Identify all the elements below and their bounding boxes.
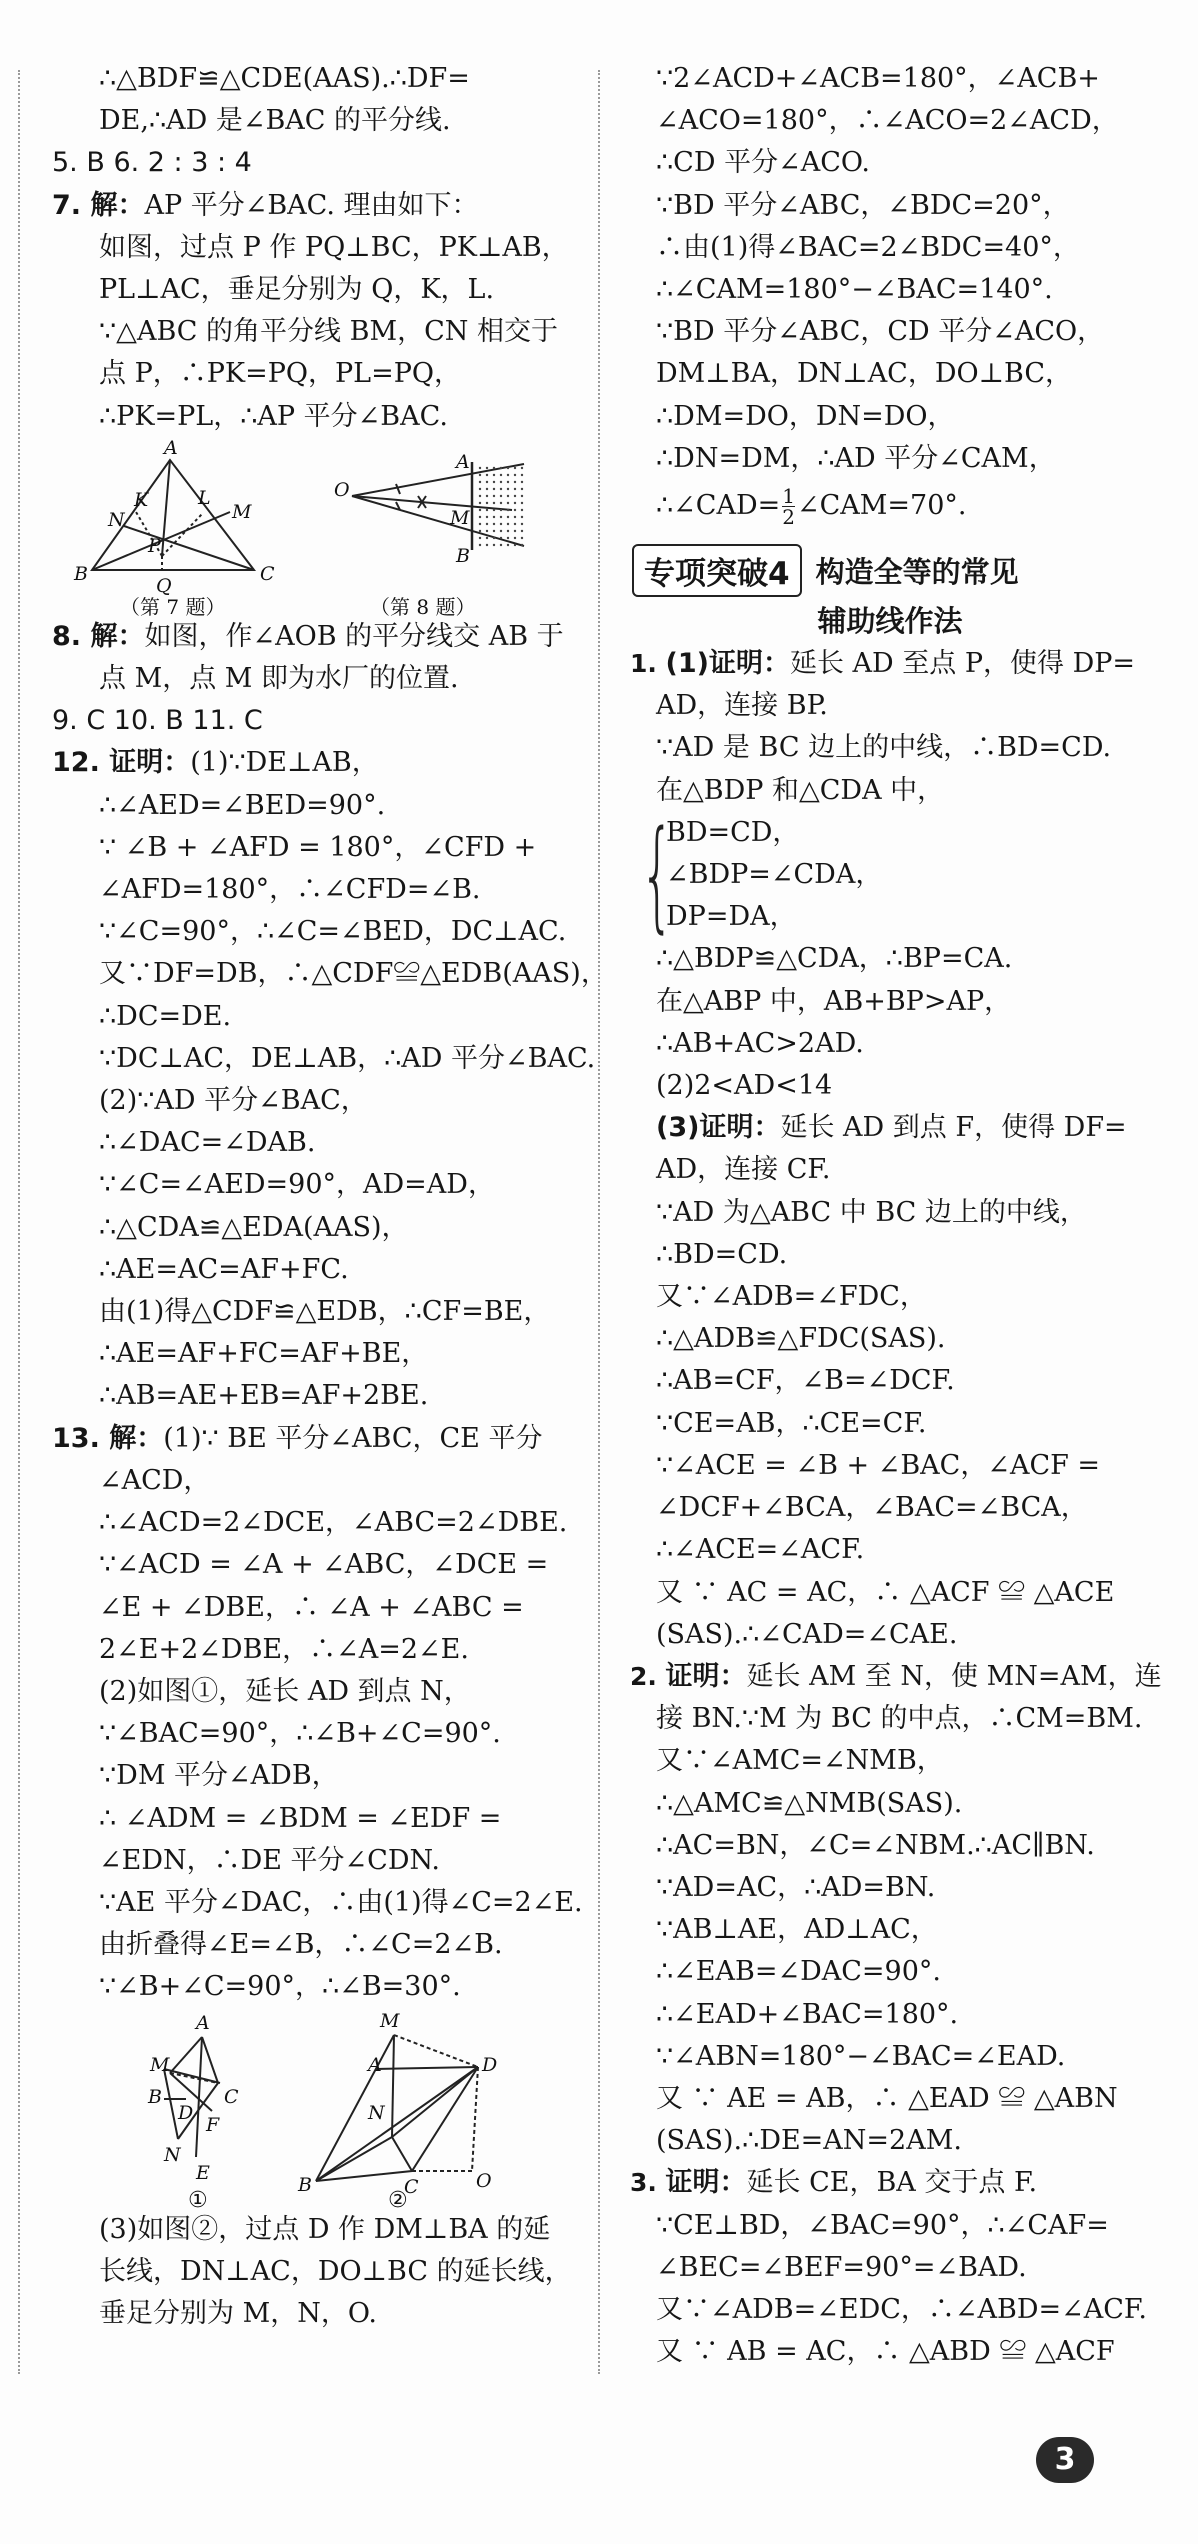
text-line: ∠DCF+∠BCA，∠BAC=∠BCA，	[656, 1492, 1088, 1524]
river-dot	[507, 467, 509, 469]
text-line: BD=CD，	[666, 816, 800, 848]
text-line: 在△BDP 和△CDA 中，	[656, 774, 945, 806]
river-dot	[521, 509, 523, 511]
fig13a-label-F: F	[206, 2113, 220, 2136]
fig7-label-C: C	[260, 562, 275, 585]
river-dot	[521, 544, 523, 546]
river-dot	[514, 502, 516, 504]
figure-7-8-svg	[52, 438, 572, 616]
river-dot	[479, 544, 481, 546]
text-line: ∵AB⊥AE，AD⊥AC，	[656, 1914, 938, 1946]
fig13b-label-D: D	[482, 2053, 498, 2076]
fig13-caption-1: ①	[188, 2187, 208, 2209]
fig13a-label-M: M	[150, 2053, 170, 2076]
river-dot	[514, 544, 516, 546]
left-brace: {	[640, 805, 675, 945]
river-dot	[493, 537, 495, 539]
fig7-label-P: P	[148, 534, 161, 557]
text-line: ∵∠ABN=180°−∠BAC=∠EAD.	[656, 2040, 1066, 2072]
river-dot	[507, 488, 509, 490]
right-column	[630, 58, 1162, 2373]
text-line: ∵DM 平分∠ADB，	[99, 1760, 339, 1792]
text-line: ∴AB=CF，∠B=∠DCF.	[656, 1365, 955, 1397]
river-dot	[514, 495, 516, 497]
fig13a-label-D: D	[178, 2101, 194, 2124]
fig8-label-O: O	[334, 478, 350, 501]
text-line: ∴△ADB≌△FDC(SAS).	[656, 1323, 946, 1355]
river-dot	[493, 509, 495, 511]
p3-number: 3.	[630, 2168, 657, 2198]
river-dot	[493, 467, 495, 469]
text-line: ∵AD 是 BC 边上的中线，∴BD=CD.	[656, 732, 1112, 764]
text-line: 又 ∵ AC = AC，∴ △ACF ≌ △ACE	[656, 1576, 1115, 1608]
answer-9-11: 9. C 10. B 11. C	[52, 705, 263, 737]
river-dot	[479, 481, 481, 483]
river-dot	[486, 516, 488, 518]
text-line: 延长 AM 至 N，使 MN=AM，连	[746, 1660, 1162, 1692]
river-dot	[500, 537, 502, 539]
text-line: ∴△AMC≌△NMB(SAS).	[656, 1787, 963, 1819]
fig13a-label-C: C	[224, 2085, 239, 2108]
text-line: ∵∠C=∠AED=90°，AD=AD，	[99, 1169, 495, 1201]
river-dot	[521, 502, 523, 504]
text-line: ∴由(1)得∠BAC=2∠BDC=40°，	[656, 231, 1080, 263]
q13-label: 13. 解：	[52, 1422, 164, 1454]
river-dot	[479, 516, 481, 518]
river-dot	[500, 488, 502, 490]
section-title-line2: 辅助线作法	[817, 604, 963, 639]
text-line: ∴AB+AC>2AD.	[656, 1027, 864, 1059]
answer-5-6: 5. B 6. 2 : 3 : 4	[52, 147, 252, 179]
river-dot	[486, 544, 488, 546]
river-dot	[479, 530, 481, 532]
text-line: ∴AC=BN，∠C=∠NBM.∴AC∥BN.	[656, 1829, 1095, 1861]
fig7-label-A: A	[164, 437, 178, 459]
q8-label: 8. 解：	[52, 620, 145, 652]
river-dot	[500, 509, 502, 511]
text-line: 又 ∵ AB = AC，∴ △ABD ≌ △ACF	[656, 2336, 1115, 2368]
text-line: 点 P，∴PK=PQ，PL=PQ，	[99, 358, 462, 390]
column-divider-center	[598, 70, 600, 2374]
fig13b-label-M: M	[380, 2009, 400, 2032]
river-dot	[486, 481, 488, 483]
river-dot	[521, 474, 523, 476]
river-dot	[500, 523, 502, 525]
fig13b-label-C: C	[404, 2175, 419, 2198]
river-dot	[486, 467, 488, 469]
text-line: AD，连接 CF.	[656, 1154, 831, 1186]
p2-proof-label: 证明：	[665, 1660, 747, 1692]
river-dot	[507, 495, 509, 497]
text-line: PL⊥AC，垂足分别为 Q，K，L.	[99, 274, 495, 306]
column-divider-left	[18, 70, 20, 2374]
text-line: 又∵∠ADB=∠FDC，	[656, 1281, 927, 1313]
text-line: (1)∵DE⊥AB，	[190, 747, 379, 779]
river-dot	[486, 474, 488, 476]
text-line: ∴∠EAD+∠BAC=180°.	[656, 1998, 959, 2030]
text-line: 在△ABP 中，AB+BP>AP，	[656, 985, 1012, 1017]
equation-system	[630, 805, 1150, 945]
section-header	[632, 544, 1150, 597]
river-dot	[493, 495, 495, 497]
river-dot	[479, 467, 481, 469]
river-dot	[500, 481, 502, 483]
fig8-label-M: M	[450, 506, 470, 529]
river-dot	[479, 502, 481, 504]
river-dot	[493, 488, 495, 490]
text-line: 长线，DN⊥AC，DO⊥BC 的延长线，	[99, 2255, 572, 2287]
text-line: ∴CD 平分∠ACO.	[656, 147, 870, 179]
p1-proof-label: (1)证明：	[665, 648, 790, 680]
text-line: ∴ ∠ADM = ∠BDM = ∠EDF =	[99, 1802, 502, 1834]
text-line: 又∵∠AMC=∠NMB，	[656, 1745, 944, 1777]
fig13a-label-N: N	[164, 2143, 181, 2166]
text-line: 延长 AD 至点 P，使得 DP=	[789, 648, 1136, 680]
fig13a-label-E: E	[196, 2161, 210, 2184]
river-dot	[479, 523, 481, 525]
river-dot	[514, 488, 516, 490]
text-part: ∠CAM=70°.	[796, 490, 967, 522]
river-dot	[486, 495, 488, 497]
river-dot	[521, 488, 523, 490]
text-line: 垂足分别为 M，N，O.	[99, 2297, 377, 2329]
river-dot	[507, 537, 509, 539]
fig13a-label-B: B	[148, 2085, 162, 2108]
river-dot	[514, 481, 516, 483]
river-dot	[514, 474, 516, 476]
text-line: ∴△BDF≌△CDE(AAS).∴DF=	[99, 63, 470, 94]
river-dot	[500, 502, 502, 504]
text-line: ∴DM=DO，DN=DO，	[656, 400, 955, 432]
text-line: ∠E + ∠DBE，∴ ∠A + ∠ABC =	[99, 1591, 524, 1623]
figure-13-svg	[52, 2009, 572, 2209]
river-dot	[493, 530, 495, 532]
text-line: ∴△BDP≌△CDA，∴BP=CA.	[656, 943, 1013, 975]
fig8-caption: （第 8 题）	[370, 594, 476, 616]
text-line: ∴PK=PL，∴AP 平分∠BAC.	[99, 400, 448, 432]
fig13a-label-A: A	[196, 2011, 210, 2034]
text-line: ∵CE⊥BD，∠BAC=90°，∴∠CAF=	[656, 2209, 1109, 2241]
text-part: ∴∠CAD=	[656, 490, 781, 522]
text-line: ∵∠ACD = ∠A + ∠ABC，∠DCE =	[99, 1549, 549, 1581]
text-line: ∴∠DAC=∠DAB.	[99, 1127, 316, 1159]
river-dot	[514, 530, 516, 532]
left-column	[52, 58, 608, 2335]
text-line: ∵AE 平分∠DAC，∴由(1)得∠C=2∠E.	[99, 1886, 583, 1918]
fig7-caption: （第 7 题）	[120, 594, 226, 616]
fig8-label-A: A	[456, 450, 470, 473]
text-line: 延长 CE，BA 交于点 F.	[746, 2167, 1038, 2199]
text-line: DM⊥BA，DN⊥AC，DO⊥BC，	[656, 358, 1073, 390]
text-line: ∴∠AED=∠BED=90°.	[99, 789, 386, 821]
river-dot	[486, 537, 488, 539]
fig7-label-M: M	[232, 500, 252, 523]
figures-13	[52, 2009, 572, 2209]
text-line: 又∵∠ADB=∠EDC，∴∠ABD=∠ACF.	[656, 2293, 1147, 2325]
river-dot	[521, 481, 523, 483]
text-line: ∵2∠ACD+∠ACB=180°，∠ACB+	[656, 63, 1100, 94]
text-line: DE,∴AD 是∠BAC 的平分线.	[99, 105, 451, 137]
text-line: ∠EDN，∴DE 平分∠CDN.	[99, 1844, 440, 1876]
text-line: AD，连接 BP.	[656, 690, 828, 722]
fig13b-label-A: A	[368, 2053, 382, 2076]
river-dot	[493, 516, 495, 518]
text-line: ∠ACO=180°，∴∠ACO=2∠ACD，	[656, 105, 1119, 137]
fig13b-label-O: O	[476, 2169, 492, 2192]
figures-7-8	[52, 438, 572, 616]
text-line: ∠BEC=∠BEF=90°=∠BAD.	[656, 2251, 1027, 2283]
text-line: ∵△ABC 的角平分线 BM，CN 相交于	[99, 316, 558, 348]
fig13b-label-B: B	[298, 2173, 312, 2196]
text-line: 如图，过点 P 作 PQ⊥BC，PK⊥AB，	[99, 231, 569, 263]
river-dot	[514, 509, 516, 511]
section-title: 构造全等的常见	[815, 555, 1019, 590]
river-dot	[479, 488, 481, 490]
river-dot	[500, 516, 502, 518]
river-dot	[479, 509, 481, 511]
river-dot	[521, 467, 523, 469]
text-line: 如图，作∠AOB 的平分线交 AB 于	[144, 620, 564, 652]
river-dot	[479, 474, 481, 476]
text-line: 又 ∵ AE = AB，∴ △EAD ≌ △ABN	[656, 2082, 1118, 2114]
text-line: ∴∠EAB=∠DAC=90°.	[656, 1956, 941, 1988]
river-dot	[479, 537, 481, 539]
river-dot	[493, 481, 495, 483]
river-dot	[486, 488, 488, 490]
fig13-caption-2: ②	[388, 2187, 408, 2209]
river-dot	[521, 495, 523, 497]
river-dot	[507, 530, 509, 532]
text-line: ∵CE=AB，∴CE=CF.	[656, 1407, 927, 1439]
river-dot	[514, 516, 516, 518]
text-line: ∵∠ACE = ∠B + ∠BAC，∠ACF =	[656, 1449, 1101, 1481]
text-line: ∴∠ACE=∠ACF.	[656, 1534, 865, 1566]
section-badge: 专项突破4	[632, 544, 802, 597]
text-line: ∴AE=AF+FC=AF+BE，	[99, 1338, 429, 1370]
text-line: ∴△CDA≌△EDA(AAS)，	[99, 1211, 409, 1243]
river-dot	[486, 523, 488, 525]
river-dot	[493, 502, 495, 504]
text-line: 2∠E+2∠DBE，∴∠A=2∠E.	[99, 1633, 469, 1665]
river-dot	[500, 544, 502, 546]
text-line: ∵ ∠B + ∠AFD = 180°，∠CFD +	[99, 831, 537, 863]
text-line: ∴BD=CD.	[656, 1238, 788, 1270]
text-line: 接 BN.∵M 为 BC 的中点，∴CM=BM.	[656, 1703, 1143, 1735]
text-line: (1)∵ BE 平分∠ABC，CE 平分	[163, 1422, 543, 1454]
text-line: ∵BD 平分∠ABC，CD 平分∠ACO，	[656, 316, 1105, 348]
river-dot	[493, 474, 495, 476]
fig7-label-B: B	[74, 562, 88, 585]
fig7-label-K: K	[134, 488, 149, 511]
river-dot	[486, 509, 488, 511]
fig8-label-B: B	[456, 544, 470, 567]
p1-number: 1.	[630, 649, 657, 679]
river-dot	[521, 523, 523, 525]
text-line: ∠BDP=∠CDA，	[666, 859, 883, 891]
text-line: ∵AD=AC，∴AD=BN.	[656, 1871, 936, 1903]
fig7-label-Q: Q	[156, 574, 172, 597]
text-line: 由折叠得∠E=∠B，∴∠C=2∠B.	[99, 1929, 503, 1961]
proof-label: (3)证明：	[656, 1112, 781, 1144]
text-line: (3)如图②，过点 D 作 DM⊥BA 的延	[99, 2213, 551, 2245]
river-dot	[486, 502, 488, 504]
page-number-badge: 3	[1036, 2437, 1094, 2483]
river-dot	[514, 467, 516, 469]
fraction-numerator: 1	[782, 484, 795, 509]
text-line: ∴∠CAM=180°−∠BAC=140°.	[656, 274, 1053, 306]
river-dot	[479, 495, 481, 497]
fraction-half	[782, 484, 795, 530]
river-dot	[500, 467, 502, 469]
p2-number: 2.	[630, 1661, 657, 1691]
text-line: (SAS).∴∠CAD=∠CAE.	[656, 1618, 958, 1650]
text-line: 点 M，点 M 即为水厂的位置.	[99, 663, 459, 695]
river-dot	[507, 481, 509, 483]
fig7-label-N: N	[108, 508, 125, 531]
river-dot	[500, 474, 502, 476]
text-line: ∠AFD=180°，∴∠CFD=∠B.	[99, 874, 481, 906]
text-line: (2)如图①，延长 AD 到点 N，	[99, 1675, 471, 1707]
text-line: ∠ACD，	[99, 1464, 211, 1496]
p3-proof-label: 证明：	[665, 2167, 747, 2199]
river-dot	[507, 544, 509, 546]
text-line: DP=DA，	[666, 901, 797, 933]
text-line: ∵∠BAC=90°，∴∠B+∠C=90°.	[99, 1718, 501, 1750]
fig7-label-L: L	[198, 486, 211, 509]
river-dot	[514, 537, 516, 539]
fraction-denominator: 2	[782, 505, 795, 530]
river-dot	[493, 544, 495, 546]
text-line: ∴AB=AE+EB=AF+2BE.	[99, 1380, 429, 1412]
text-line: 由(1)得△CDF≌△EDB，∴CF=BE，	[99, 1296, 551, 1328]
text-line: 延长 AD 到点 F，使得 DF=	[780, 1112, 1127, 1144]
river-dot	[521, 530, 523, 532]
fig13b-label-N: N	[368, 2101, 385, 2124]
river-dot	[521, 537, 523, 539]
text-line: 又∵DF=DB，∴△CDF≌△EDB(AAS)，	[99, 958, 608, 990]
river-dot	[507, 474, 509, 476]
text-line: ∵∠B+∠C=90°，∴∠B=30°.	[99, 1971, 461, 2003]
river-dot	[500, 530, 502, 532]
river-dot	[507, 523, 509, 525]
river-dot	[521, 516, 523, 518]
river-dot	[514, 523, 516, 525]
river-dot	[486, 530, 488, 532]
text-line: ∵BD 平分∠ABC，∠BDC=20°，	[656, 189, 1070, 221]
river-dot	[507, 509, 509, 511]
river-dot	[507, 502, 509, 504]
text-line: AP 平分∠BAC. 理由如下：	[144, 189, 479, 221]
text-line: ∵DC⊥AC，DE⊥AB，∴AD 平分∠BAC.	[99, 1042, 596, 1074]
text-line: ∴DN=DM，∴AD 平分∠CAM，	[656, 442, 1056, 474]
q12-label: 12. 证明：	[52, 747, 191, 779]
q7-label: 7. 解：	[52, 189, 145, 221]
text-line: ∵AD 为△ABC 中 BC 边上的中线，	[656, 1196, 1087, 1228]
river-dot	[493, 523, 495, 525]
river-dot	[500, 495, 502, 497]
fraction-line	[630, 480, 1150, 532]
river-dot	[507, 516, 509, 518]
text-line: ∴AE=AC=AF+FC.	[99, 1253, 349, 1285]
text-line: ∵∠C=90°，∴∠C=∠BED，DC⊥AC.	[99, 916, 567, 948]
text-line: ∴DC=DE.	[99, 1000, 232, 1032]
text-line: (2)∵AD 平分∠BAC，	[99, 1085, 368, 1117]
text-line: (SAS).∴DE=AN=2AM.	[656, 2125, 962, 2157]
text-line: ∴∠ACD=2∠DCE，∠ABC=2∠DBE.	[99, 1507, 568, 1539]
text-line: (2)2<AD<14	[656, 1070, 833, 1102]
